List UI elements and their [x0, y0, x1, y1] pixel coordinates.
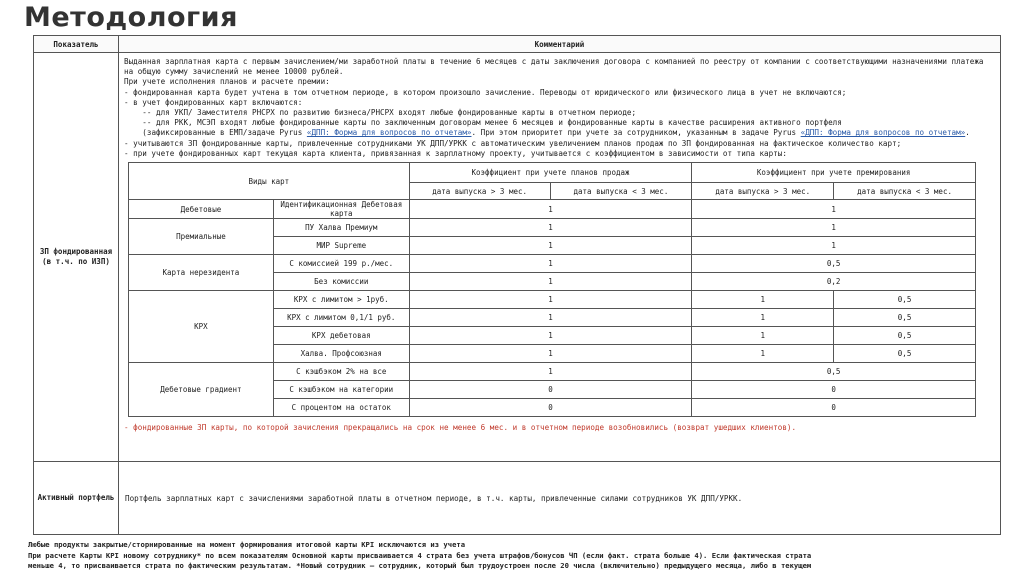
returned-clients-note: - фондированные ЗП карты, по которой зачисления прекращались на срок не менее 6 мес. и в отчетном периоде возобновились (возврат ушедших клиентов). — [124, 423, 797, 433]
coef-subtype: Халва. Профсоюзная — [273, 345, 409, 363]
coef-sales-value: 0 — [409, 399, 692, 417]
coef-subtype: Идентификационная Дебетовая карта — [273, 200, 409, 219]
coef-bonus-lt: 0,5 — [834, 327, 976, 345]
coef-bonus-gt: 1 — [692, 345, 834, 363]
coef-subtype: С процентом на остаток — [273, 399, 409, 417]
row-active-portfolio — [34, 462, 1000, 534]
coef-subtype: Без комиссии — [273, 273, 409, 291]
coef-bonus-value: 1 — [692, 200, 976, 219]
comment-paragraph: -- для УКП/ Заместителя РНСРХ по развитию бизнеса/РНСРХ входят любые фондированные карты в отчетном периоде; — [124, 108, 637, 118]
coef-subtype: С кэшбэком на категории — [273, 381, 409, 399]
header-comment: Комментарий — [534, 39, 585, 49]
comment-paragraph: - учитываются ЗП фондированные карты, привлеченные сотрудниками УК ДПП/УРКК с автоматическим увеличением планов продаж по ЗП фондированная на фактическое количество карт; — [124, 138, 902, 148]
coef-bonus-lt: 0,5 — [834, 309, 976, 327]
footnote-line: При расчете Карты KPI новому сотруднику* по всем показателям Основной карты присваивается 4 страта без учета штрафов/бонусов ЧП (если факт. страта больше 4). Если фактическая страта — [28, 550, 812, 560]
coef-bonus-value: 0,5 — [692, 255, 976, 273]
coef-sales-value: 1 — [409, 327, 692, 345]
coef-category: Дебетовые — [129, 200, 274, 219]
coef-head-bonus: Коэффициент при учете премирования — [692, 163, 976, 183]
coef-subtype: КРХ с лимитом 0,1/1 руб. — [273, 309, 409, 327]
coef-sub-gt: дата выпуска > 3 мес. — [692, 183, 834, 200]
coef-bonus-gt: 1 — [692, 291, 834, 309]
coef-subtype: С комиссией 199 р./мес. — [273, 255, 409, 273]
coef-sales-value: 0 — [409, 381, 692, 399]
comment-paragraph: При учете исполнения планов и расчете премии: — [124, 77, 330, 87]
pyrus-paragraph — [124, 128, 992, 138]
methodology-table — [33, 35, 1001, 535]
coef-head-sales: Коэффициент при учете планов продаж — [409, 163, 692, 183]
pyrus-text: . — [965, 128, 970, 138]
coef-sales-value: 1 — [409, 363, 692, 381]
coef-sub-lt: дата выпуска < 3 мес. — [834, 183, 976, 200]
coef-bonus-lt: 0,5 — [834, 345, 976, 363]
coef-bonus-lt: 0,5 — [834, 291, 976, 309]
coef-bonus-value: 0,2 — [692, 273, 976, 291]
footnote-line: меньше 4, то присваивается страта по фактическим результатам. *Новый сотрудник – сотрудник, который был трудоустроен после 20 числа (включительно) предыдущего месяца, либо в текущем — [28, 561, 812, 570]
coef-bonus-gt: 1 — [692, 327, 834, 345]
coefficient-table — [128, 162, 976, 417]
row-zp-funded-label: ЗП фондированная (в т.ч. по ИЗП) — [34, 53, 119, 461]
coef-category: КРХ — [129, 291, 274, 363]
coef-sales-value: 1 — [409, 200, 692, 219]
comment-paragraph: - в учет фондированных карт включаются: — [124, 97, 303, 107]
coef-bonus-value: 0 — [692, 381, 976, 399]
coef-category: Карта нерезидента — [129, 255, 274, 291]
comment-paragraph: -- для РКК, МСЭП входят любые фондированные карты по заключенным договорам менее 6 месяцев и фондированные карты в качестве расширения активного портфеля — [124, 118, 842, 128]
coef-sales-value: 1 — [409, 273, 692, 291]
header-indicator: Показатель — [34, 36, 119, 52]
coef-sales-value: 1 — [409, 237, 692, 255]
coef-category: Дебетовые градиент — [129, 363, 274, 417]
pyrus-form-link[interactable]: «ДПП: Форма для вопросов по отчетам» — [800, 128, 966, 138]
pyrus-text: (зафиксированные в ЕМП/задаче Pyrus — [124, 128, 307, 138]
page-title: Методология — [24, 2, 238, 33]
coef-sales-value: 1 — [409, 309, 692, 327]
row-active-portfolio-label: Активный портфель — [34, 462, 119, 534]
row-zp-funded — [34, 53, 1000, 462]
coef-head-types: Виды карт — [129, 163, 410, 200]
footnote-line: Любые продукты закрытые/сторнированные на момент формирования итоговой карты KPI исключаются из учета — [28, 540, 466, 549]
comment-paragraph: Выданная зарплатная карта с первым зачислением/ми заработной платы в течение 6 месяцев с даты заключения договора с компанией по реестру от компании с соответствующими назначениями платежа на общую сумму зачислений не менее 10000 рублей. — [124, 57, 989, 77]
comment-paragraph: - фондированная карта будет учтена в том отчетном периоде, в котором произошло зачисление. Переводы от юридического или физического лица в учет не включаются; — [124, 87, 847, 97]
coef-subtype: ПУ Халва Премиум — [273, 219, 409, 237]
coef-sales-value: 1 — [409, 219, 692, 237]
coef-subtype: КРХ с лимитом > 1руб. — [273, 291, 409, 309]
coef-bonus-value: 0 — [692, 399, 976, 417]
coef-subtype: С кэшбэком 2% на все — [273, 363, 409, 381]
footnotes — [28, 540, 1008, 572]
coef-sub-lt: дата выпуска < 3 мес. — [550, 183, 692, 200]
coef-sales-value: 1 — [409, 255, 692, 273]
coef-bonus-value: 1 — [692, 219, 976, 237]
coef-category: Премиальные — [129, 219, 274, 255]
coef-bonus-value: 0,5 — [692, 363, 976, 381]
row-zp-funded-comment — [119, 53, 1000, 461]
table-header — [34, 36, 1000, 53]
row-active-portfolio-comment: Портфель зарплатных карт с зачислениями заработной платы в отчетном периоде, в т.ч. карты, привлеченные силами сотрудников УК ДПП/УРКК. — [125, 493, 743, 503]
comment-paragraph: - при учете фондированных карт текущая карта клиента, привязанная к зарплатному проекту, учитывается с коэффициентом в зависимости от типа карты: — [124, 148, 787, 158]
coef-sub-gt: дата выпуска > 3 мес. — [409, 183, 550, 200]
pyrus-text: . При этом приоритет при учете за сотрудником, указанным в задаче Pyrus — [471, 128, 801, 138]
coef-subtype: КРХ дебетовая — [273, 327, 409, 345]
pyrus-form-link[interactable]: «ДПП: Форма для вопросов по отчетам» — [306, 128, 472, 138]
coef-bonus-value: 1 — [692, 237, 976, 255]
coef-bonus-gt: 1 — [692, 309, 834, 327]
coef-subtype: МИР Supreme — [273, 237, 409, 255]
coef-sales-value: 1 — [409, 345, 692, 363]
coef-sales-value: 1 — [409, 291, 692, 309]
